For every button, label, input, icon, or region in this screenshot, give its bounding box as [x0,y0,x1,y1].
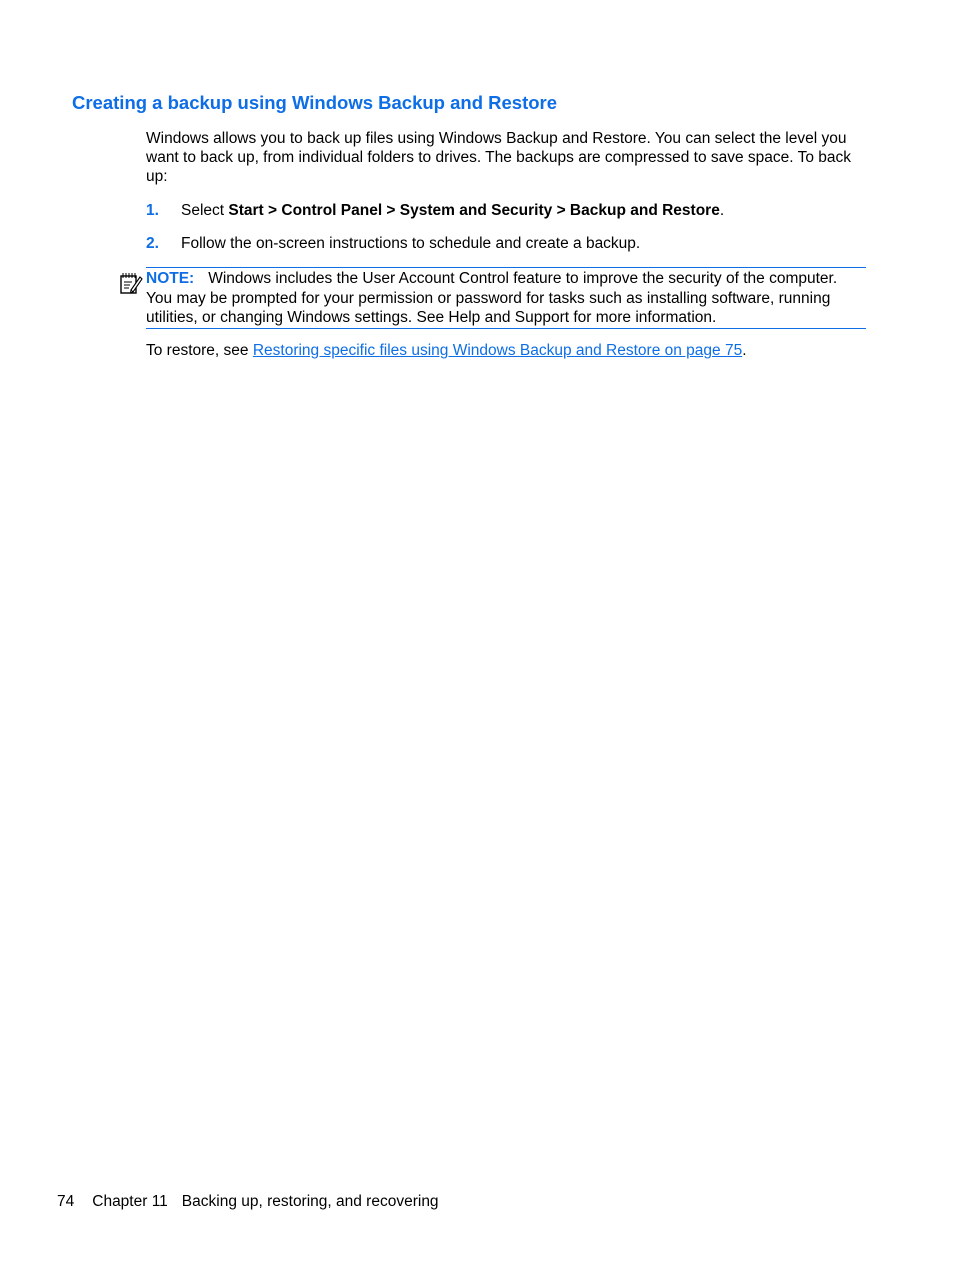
footer-title: Backing up, restoring, and recovering [181,1193,439,1210]
intro-paragraph: Windows allows you to back up files using Windows Backup and Restore. You can select the level you want to back up, from individual folders to drives. The backups are compressed to save space. To back up: [146,130,852,185]
step-number: 2. [146,235,159,252]
step-text: Follow the on-screen instructions to schedule and create a backup. [181,235,641,252]
note-content: Windows includes the User Account Control feature to improve the security of the computer. You may be prompted for your permission or password for tasks such as installing software, running utilities, or changing Windows settings. See Help and Support for more information. [146,270,838,326]
note-text [146,269,866,328]
page-footer [57,1192,439,1211]
step-suffix: . [719,202,725,219]
restore-paragraph [146,341,866,360]
note-box [146,267,866,329]
note-label: NOTE: [146,270,195,287]
restore-prefix: To restore, see [146,342,253,359]
restore-link[interactable]: Restoring specific files using Windows Backup and Restore on page 75 [252,342,743,359]
step-prefix: Select [181,202,229,219]
note-pad-icon [118,270,144,296]
section-heading: Creating a backup using Windows Backup and Restore [72,92,558,113]
step-menu-path: Start > Control Panel > System and Security > Backup and Restore [228,202,720,219]
step-number: 1. [146,202,159,219]
footer-chapter: Chapter 11 [92,1193,168,1210]
restore-suffix: . [742,342,747,359]
page-number: 74 [57,1193,75,1210]
step-text [181,201,724,220]
